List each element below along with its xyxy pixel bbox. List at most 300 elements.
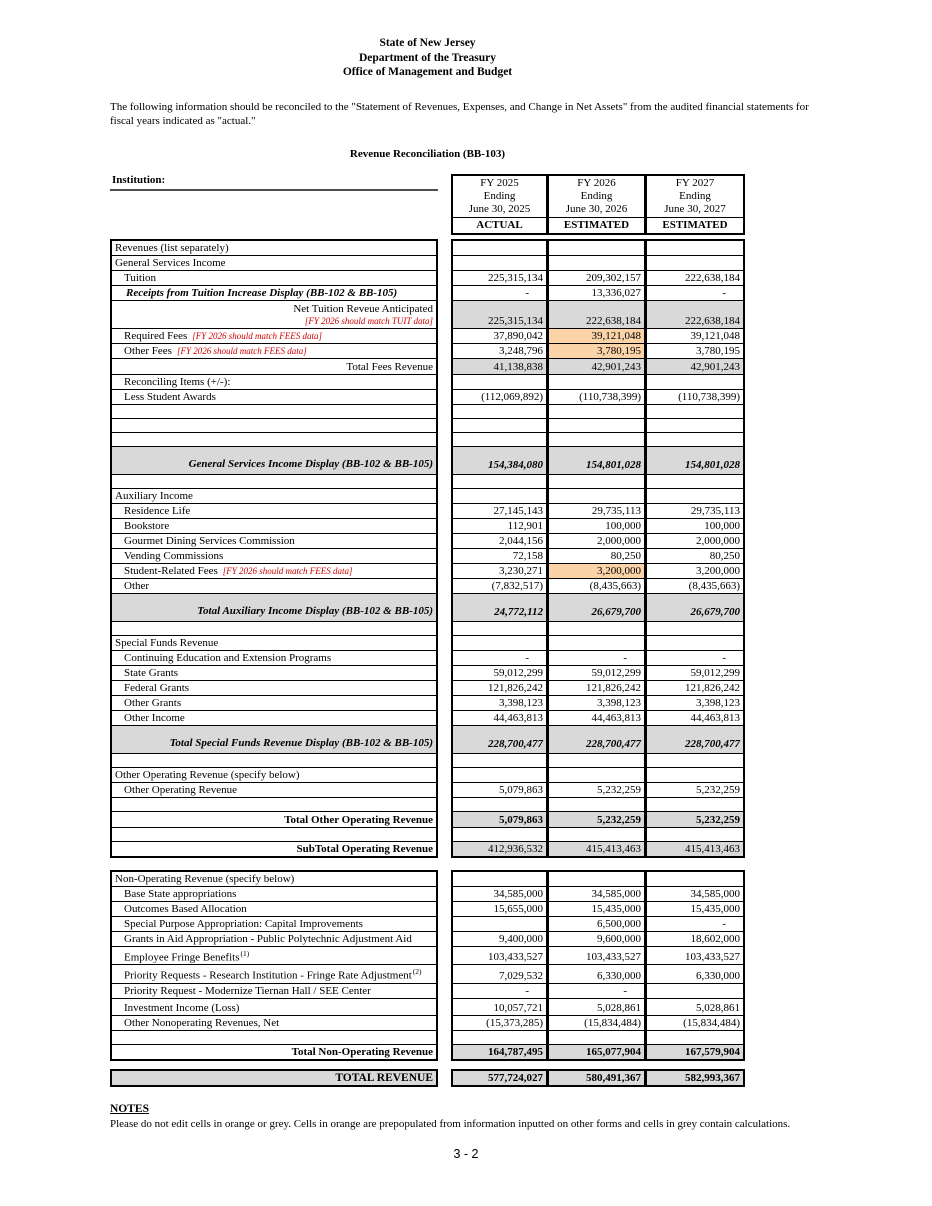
column-gap [438,842,451,858]
table-row [110,768,745,783]
table-row [110,947,745,966]
table-row [110,549,745,564]
table-row [110,239,745,256]
table-row [110,917,745,932]
value-cell [647,375,745,390]
value-cell [549,622,647,636]
row-label [110,1045,438,1061]
value-cell: - [451,984,549,999]
value-cell: 9,600,000 [549,932,647,947]
value-cell: 13,336,027 [549,286,647,301]
value-cell: 5,079,863 [451,783,549,798]
row-label-text: General Services Income [115,256,226,269]
column-gap [438,301,451,329]
total-revenue-table [110,1069,745,1087]
value-cell: 3,248,796 [451,344,549,359]
value-cell: 37,890,042 [451,329,549,344]
value-cell: 44,463,813 [647,711,745,726]
value-cell: 15,655,000 [451,902,549,917]
table-row [110,504,745,519]
value-cell [647,636,745,651]
row-label-text: Investment Income (Loss) [124,1001,240,1014]
row-label [110,594,438,622]
page-number: 3 - 2 [453,1147,479,1161]
value-cell [451,256,549,271]
value-cell: (8,435,663) [647,579,745,594]
value-cell [451,475,549,489]
row-label-text: State Grants [124,666,179,679]
value-cell: 9,400,000 [451,932,549,947]
doc-header [110,36,745,80]
value-cell [549,870,647,887]
value-cell: 59,012,299 [451,666,549,681]
column-gap [438,519,451,534]
value-cell: (15,373,285) [451,1016,549,1031]
row-label-text: Total Non-Operating Revenue [291,1045,433,1058]
row-label-text: Reconciling Items (+/-): [124,375,231,388]
row-label-text: Total Other Operating Revenue [284,813,433,826]
row-label [110,798,438,812]
value-cell: 59,012,299 [549,666,647,681]
row-label [110,828,438,842]
table-row [110,726,745,754]
column-gap [438,375,451,390]
column-gap [438,798,451,812]
notes-heading: NOTES [110,1102,149,1115]
value-cell [451,419,549,433]
type-label: ESTIMATED [647,217,743,233]
row-label [110,286,438,301]
value-cell: (110,738,399) [647,390,745,405]
value-cell: 7,029,532 [451,965,549,984]
table-row [110,696,745,711]
date-label: June 30, 2026 [565,202,628,215]
value-cell [647,768,745,783]
value-cell [647,754,745,768]
column-gap [438,419,451,433]
row-label-text: Receipts from Tuition Increase Display (BB-102 & BB-105) [126,286,398,299]
table-row [110,812,745,828]
row-label-text: Vending Commissions [124,549,224,562]
row-label-text: Other [124,579,150,592]
table-row [110,622,745,636]
value-cell [451,489,549,504]
row-label-text: Base State appropriations [124,887,237,900]
value-cell [647,984,745,999]
column-gap [438,726,451,754]
column-gap [438,489,451,504]
column-gap [438,947,451,966]
value-cell [647,405,745,419]
column-gap [438,594,451,622]
table-row [110,636,745,651]
section-label [110,489,438,504]
row-label-text: Other Fees [124,344,172,357]
value-cell [451,870,549,887]
value-cell [451,375,549,390]
value-cell: 222,638,184 [647,301,745,329]
value-cell: 3,200,000 [647,564,745,579]
table-row [110,256,745,271]
value-cell: 59,012,299 [647,666,745,681]
row-label [110,812,438,828]
row-label-text: Non-Operating Revenue (specify below) [115,872,295,885]
value-cell: 164,787,495 [451,1045,549,1061]
column-gap [438,475,451,489]
ending-label: Ending [580,189,613,202]
row-annotation: [FY 2026 should match FEES data] [192,330,322,341]
row-label-text: Required Fees [124,329,188,342]
value-cell: 72,158 [451,549,549,564]
column-gap [438,932,451,947]
value-cell [451,828,549,842]
value-cell [549,828,647,842]
value-cell [451,1031,549,1045]
value-cell: 26,679,700 [549,594,647,622]
row-label-text: Bookstore [124,519,170,532]
value-cell [451,754,549,768]
value-cell: 228,700,477 [647,726,745,754]
form-title: Revenue Reconciliation (BB-103) [349,147,506,160]
row-label [110,711,438,726]
value-cell: 112,901 [451,519,549,534]
column-gap [438,711,451,726]
column-gap [438,549,451,564]
value-cell: 228,700,477 [451,726,549,754]
row-label [110,965,438,984]
column-gap [438,433,451,447]
table-row [110,1045,745,1061]
value-cell: 222,638,184 [549,301,647,329]
table-row [110,798,745,812]
value-cell: 103,433,527 [647,947,745,966]
row-label [110,447,438,475]
value-cell: 34,585,000 [549,887,647,902]
value-cell: 27,145,143 [451,504,549,519]
value-cell: 6,330,000 [549,965,647,984]
value-cell [647,489,745,504]
row-label-text: Student-Related Fees [124,564,218,577]
column-gap [438,239,451,256]
table-row [110,534,745,549]
value-cell: 34,585,000 [451,887,549,902]
row-label [110,1016,438,1031]
column-gap [438,812,451,828]
value-cell: 228,700,477 [549,726,647,754]
operating-revenue-table [110,239,745,858]
section-label [110,870,438,887]
value-cell: (8,435,663) [549,579,647,594]
value-cell: 121,826,242 [647,681,745,696]
value-cell: (7,832,517) [451,579,549,594]
table-row [110,419,745,433]
value-cell: 24,772,112 [451,594,549,622]
value-cell [451,433,549,447]
value-cell: 3,780,195 [549,344,647,359]
table-row [110,329,745,344]
value-cell: 121,826,242 [549,681,647,696]
row-label [110,271,438,286]
value-cell [647,256,745,271]
column-gap [438,329,451,344]
row-annotation: [FY 2026 should match FEES data] [176,345,307,356]
value-cell: 44,463,813 [549,711,647,726]
column-header-fy2027 [647,174,745,235]
row-label [110,344,438,359]
row-label [110,947,438,966]
row-label-text: Special Funds Revenue [115,636,219,649]
row-label [110,1031,438,1045]
doc-title-line3: Office of Management and Budget [342,66,513,78]
row-label-text: Tuition [124,271,157,284]
value-cell: 582,993,367 [647,1069,745,1087]
value-cell: 5,232,259 [647,783,745,798]
value-cell: 154,384,080 [451,447,549,475]
row-label [110,622,438,636]
value-cell [549,768,647,783]
column-gap [438,984,451,999]
row-label-text: Priority Request - Modernize Tiernan Hall / SEE Center [124,984,371,997]
column-gap [438,405,451,419]
value-cell: 3,230,271 [451,564,549,579]
row-label [110,696,438,711]
non-operating-revenue-table [110,870,745,1061]
table-row [110,359,745,375]
row-annotation: [FY 2026 should match TUIT data] [304,315,433,326]
row-label [110,726,438,754]
type-label: ESTIMATED [549,217,644,233]
section-label [110,239,438,256]
column-gap [438,344,451,359]
table-row [110,1031,745,1045]
column-gap [438,768,451,783]
row-label [110,564,438,579]
row-label [110,390,438,405]
column-gap [438,651,451,666]
value-cell [451,917,549,932]
value-cell: - [451,651,549,666]
value-cell: 415,413,463 [549,842,647,858]
intro-paragraph: The following information should be reconciled to the "Statement of Revenues, Expenses, and Change in Net Assets" from the audited financial statements for fiscal years indicated as "actual." [110,100,809,127]
row-label [110,359,438,375]
column-gap [438,754,451,768]
column-gap [438,622,451,636]
value-cell: (112,069,892) [451,390,549,405]
value-cell: (15,834,484) [549,1016,647,1031]
value-cell [647,870,745,887]
row-label-text: Other Operating Revenue (specify below) [115,768,300,781]
value-cell [549,754,647,768]
value-cell: 15,435,000 [549,902,647,917]
value-cell [451,405,549,419]
value-cell [549,239,647,256]
row-label [110,681,438,696]
column-gap [438,887,451,902]
column-header-row [110,174,745,235]
value-cell: 39,121,048 [647,329,745,344]
notes-section [110,1102,791,1131]
value-cell: 42,901,243 [647,359,745,375]
value-cell: 154,801,028 [549,447,647,475]
row-label-text: Other Income [124,711,185,724]
value-cell [549,256,647,271]
row-label [110,405,438,419]
value-cell [549,475,647,489]
value-cell [549,405,647,419]
doc-title-line1: State of New Jersey [379,37,476,49]
row-label [110,375,438,390]
row-label [110,419,438,433]
value-cell: 34,585,000 [647,887,745,902]
value-cell: 412,936,532 [451,842,549,858]
value-cell: 209,302,157 [549,271,647,286]
row-label-text: Revenues (list separately) [115,241,229,254]
row-label [110,666,438,681]
value-cell: 3,398,123 [549,696,647,711]
row-label [110,984,438,999]
table-row [110,286,745,301]
value-cell [549,375,647,390]
row-label [110,754,438,768]
table-row [110,870,745,887]
value-cell: 3,398,123 [647,696,745,711]
table-row [110,475,745,489]
row-label [110,549,438,564]
row-label-text: Employee Fringe Benefits$^{(1)}$ [124,948,250,964]
row-label [110,902,438,917]
document-page [110,36,809,1131]
date-label: June 30, 2025 [468,202,531,215]
value-cell: 222,638,184 [647,271,745,286]
value-cell: 100,000 [549,519,647,534]
column-gap [438,870,451,887]
table-row [110,666,745,681]
column-gap [438,1069,451,1087]
value-cell: 3,200,000 [549,564,647,579]
value-cell: 5,028,861 [647,999,745,1016]
value-cell [647,798,745,812]
value-cell [451,622,549,636]
table-row [110,783,745,798]
row-label-text: Continuing Education and Extension Programs [124,651,332,664]
row-label [110,1069,438,1087]
value-cell: 41,138,838 [451,359,549,375]
notes-body: Please do not edit cells in orange or grey. Cells in orange are prepopulated from information inputted on other forms and cells in grey contain calculations. [110,1117,791,1130]
table-row [110,887,745,902]
value-cell [647,419,745,433]
value-cell [451,239,549,256]
row-label-text: Less Student Awards [124,390,216,403]
type-label: ACTUAL [453,217,546,233]
table-row [110,344,745,359]
value-cell: 225,315,134 [451,301,549,329]
row-label-text: Outcomes Based Allocation [124,902,247,915]
value-cell: 165,077,904 [549,1045,647,1061]
value-cell: 103,433,527 [549,947,647,966]
table-row [110,842,745,858]
section-label [110,768,438,783]
value-cell: 415,413,463 [647,842,745,858]
row-label-text: Grants in Aid Appropriation - Public Polytechnic Adjustment Aid [124,932,412,945]
column-gap [438,828,451,842]
table-row [110,489,745,504]
table-row [110,405,745,419]
value-cell: 29,735,113 [549,504,647,519]
value-cell: 80,250 [647,549,745,564]
row-label [110,301,438,329]
value-cell: - [647,286,745,301]
row-label-text: SubTotal Operating Revenue [296,842,433,855]
row-label [110,917,438,932]
column-header-fy2025 [451,174,549,235]
value-cell: 80,250 [549,549,647,564]
value-cell [549,489,647,504]
table-row [110,965,745,984]
value-cell: 577,724,027 [451,1069,549,1087]
value-cell: 26,679,700 [647,594,745,622]
value-cell [647,433,745,447]
value-cell [647,1031,745,1045]
value-cell [647,239,745,256]
column-gap [438,390,451,405]
row-label [110,783,438,798]
row-label-text: Auxiliary Income [115,489,193,502]
column-gap [438,564,451,579]
date-label: June 30, 2027 [664,202,726,215]
value-cell: 18,602,000 [647,932,745,947]
value-cell: 5,232,259 [647,812,745,828]
institution-field [110,174,438,191]
row-label [110,329,438,344]
table-row [110,651,745,666]
column-gap [438,666,451,681]
row-label-text: Priority Requests - Research Institution - Fringe Rate Adjustment$^{(2)}$ [124,967,422,982]
row-label-text: Total Special Funds Revenue Display (BB-102 & BB-105) [169,736,433,749]
value-cell: 2,000,000 [647,534,745,549]
table-row [110,681,745,696]
row-label-text: Other Grants [124,696,182,709]
table-row [110,375,745,390]
column-gap [438,1016,451,1031]
value-cell [549,636,647,651]
value-cell [549,433,647,447]
row-label-text: Residence Life [124,504,191,517]
column-gap [438,504,451,519]
value-cell: 10,057,721 [451,999,549,1016]
row-label [110,475,438,489]
value-cell [451,636,549,651]
value-cell: - [549,651,647,666]
column-gap [438,256,451,271]
value-cell: 3,398,123 [451,696,549,711]
row-label [110,651,438,666]
table-row [110,579,745,594]
column-gap [438,1045,451,1061]
table-row [110,999,745,1016]
table-row [110,447,745,475]
value-cell: 100,000 [647,519,745,534]
fy-label: FY 2026 [577,176,616,189]
value-cell: 15,435,000 [647,902,745,917]
row-label [110,842,438,858]
value-cell: (110,738,399) [549,390,647,405]
column-gap [438,359,451,375]
value-cell: 580,491,367 [549,1069,647,1087]
column-gap [438,902,451,917]
value-cell: (15,834,484) [647,1016,745,1031]
value-cell: - [647,917,745,932]
row-label [110,504,438,519]
